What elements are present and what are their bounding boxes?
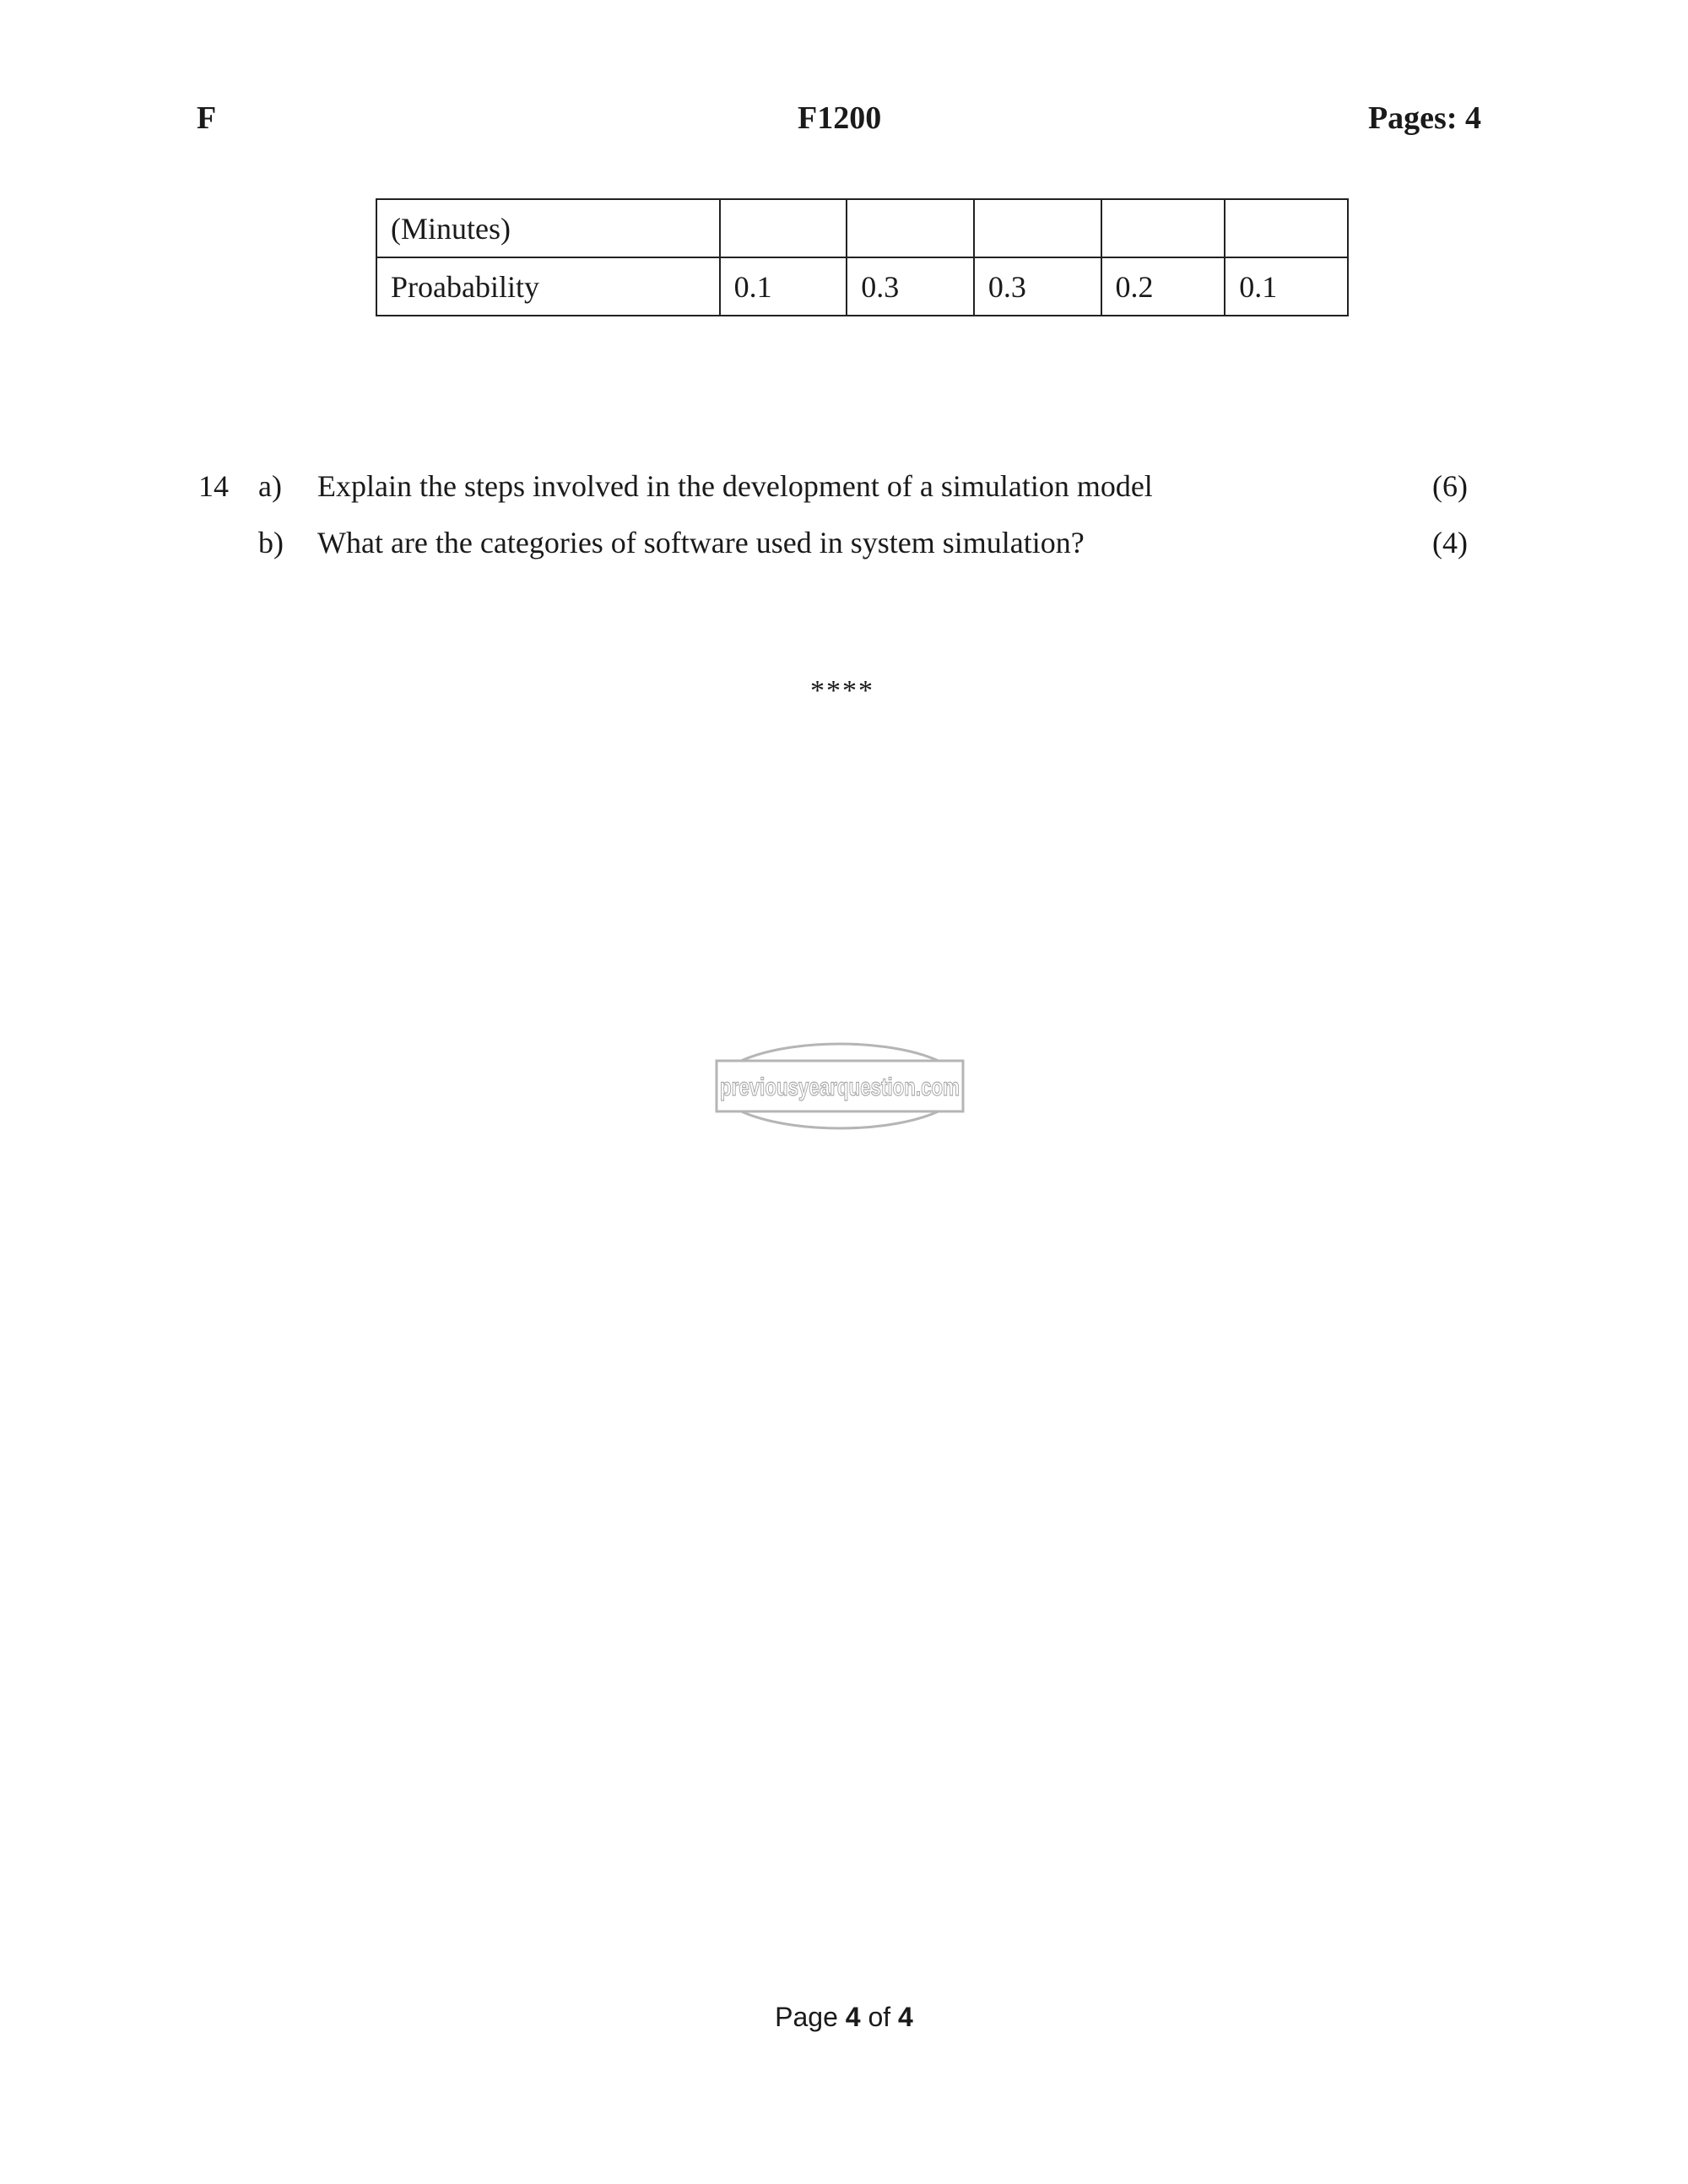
page-count: Pages: 4 [1367,100,1481,136]
question-part-marks: (6) [1432,469,1468,503]
table-row [376,199,1348,257]
question-part-label: b) [258,526,284,560]
question-part-marks: (4) [1432,526,1468,560]
table-row [376,257,1348,316]
table-cell [1225,199,1348,257]
table-row-label: Proabability [376,257,720,316]
table-cell: 0.2 [1101,257,1225,316]
table-cell [974,199,1101,257]
table-cell [847,199,974,257]
footer-current-page: 4 [845,2002,861,2032]
question-part-label: a) [258,469,282,503]
end-of-paper-marker: **** [810,675,874,706]
exam-code: F1200 [798,100,882,136]
table-row-label: (Minutes) [376,199,720,257]
footer-page-word: Page [775,2002,838,2032]
table-cell: 0.3 [847,257,974,316]
svg-text:previousyearquestion.com: previousyearquestion.com [720,1073,960,1101]
table-cell: 0.1 [720,257,847,316]
probability-table [376,198,1349,316]
table-cell [720,199,847,257]
footer-total-pages: 4 [898,2002,913,2032]
footer-of-word: of [868,2002,891,2032]
exam-series-letter: F [197,100,217,136]
table-cell [1101,199,1225,257]
page-footer [0,2000,1688,2034]
question-number: 14 [198,469,229,503]
table-cell: 0.1 [1225,257,1348,316]
watermark-logo [713,1040,966,1133]
question-part-text: Explain the steps involved in the development of a simulation model [317,469,1153,503]
table-cell: 0.3 [974,257,1101,316]
question-part-text: What are the categories of software used in system simulation? [317,526,1085,560]
